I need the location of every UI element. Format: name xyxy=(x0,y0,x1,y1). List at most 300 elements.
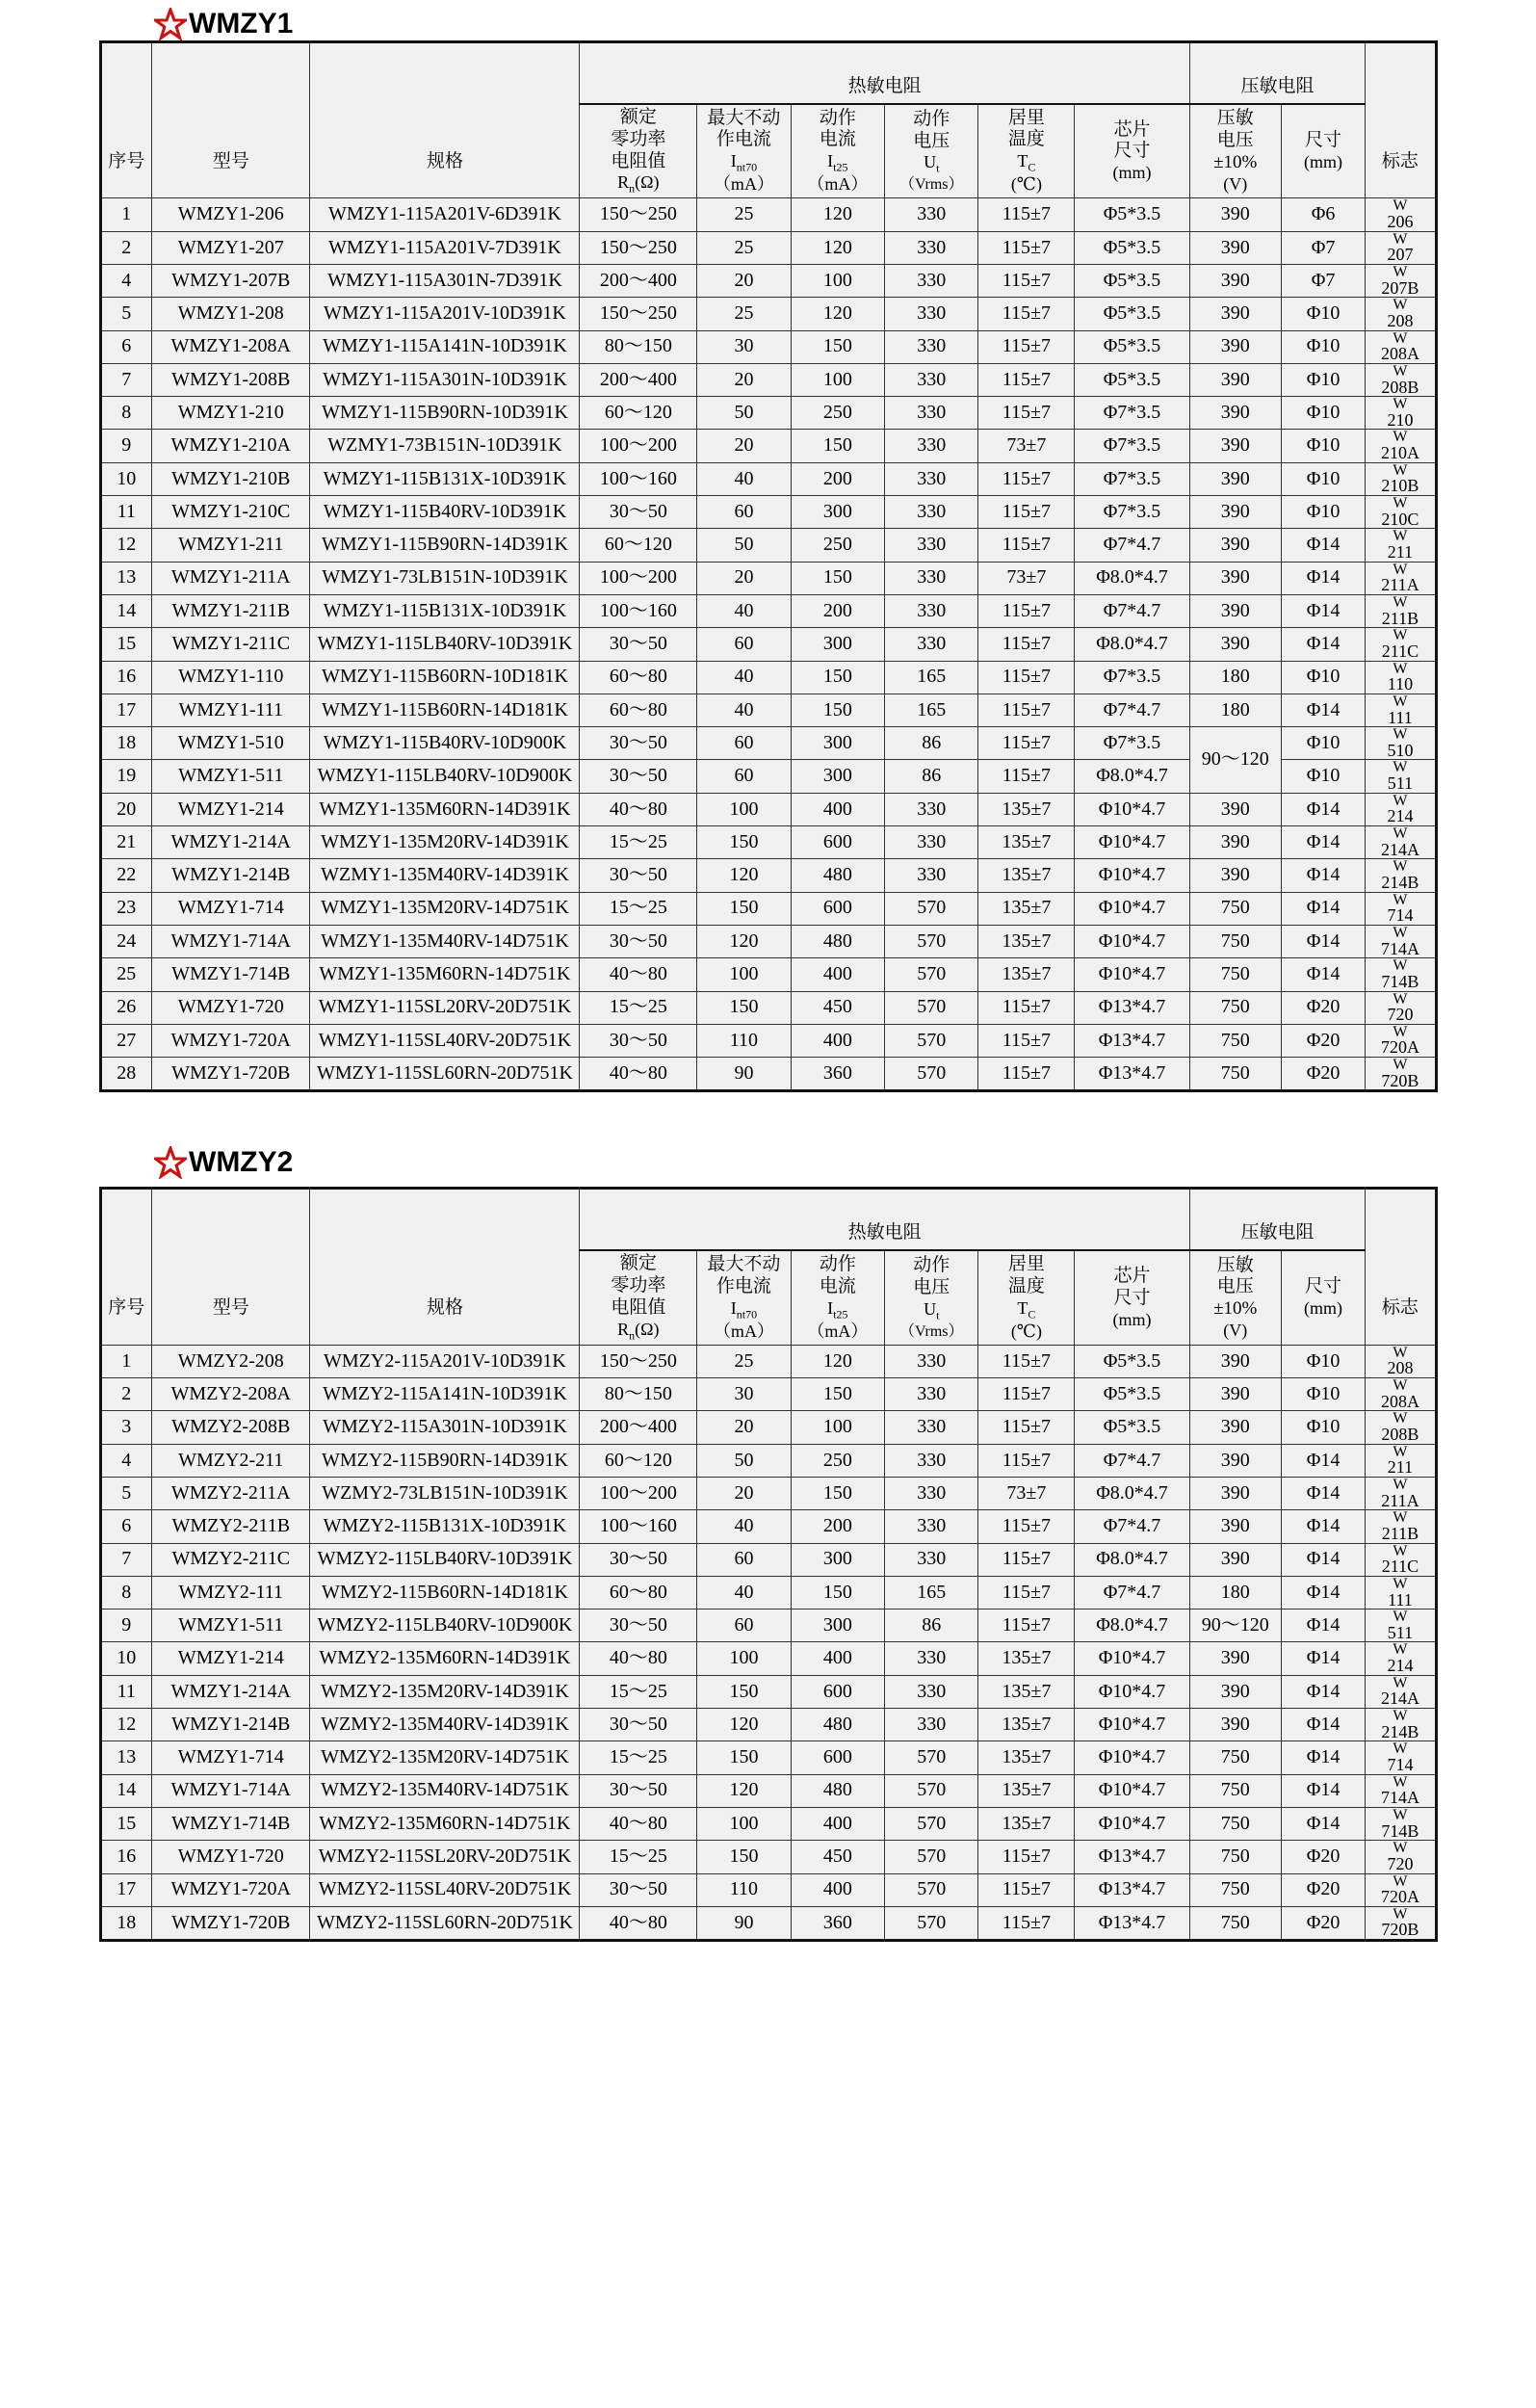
cell-chip-size: Φ13*4.7 xyxy=(1075,991,1189,1024)
col-header-varistor-voltage: 压敏 电压 ±10% (V) xyxy=(1189,104,1281,198)
cell-varistor-voltage: 390 xyxy=(1189,462,1281,495)
cell-spec: WMZY1-115B90RN-10D391K xyxy=(310,397,580,430)
cell-no: 4 xyxy=(100,264,152,297)
mark-code: 720B xyxy=(1381,1070,1419,1090)
table-row xyxy=(100,1610,1436,1642)
mark-prefix: W xyxy=(1393,1542,1408,1559)
cell-operating-current: 480 xyxy=(791,1709,884,1741)
cell-size: Φ14 xyxy=(1281,1642,1366,1675)
table-row xyxy=(100,694,1436,726)
cell-operating-current: 150 xyxy=(791,1576,884,1609)
cell-operating-current: 400 xyxy=(791,793,884,825)
cell-operating-voltage: 330 xyxy=(885,1642,978,1675)
table-wrapper-wmzy2 xyxy=(99,1187,1438,1942)
cell-curie-temperature: 115±7 xyxy=(978,529,1075,562)
cell-operating-current: 600 xyxy=(791,1741,884,1774)
cell-non-operating-current: 60 xyxy=(697,628,791,661)
cell-curie-temperature: 135±7 xyxy=(978,859,1075,892)
cell-mark xyxy=(1366,198,1436,231)
cell-rated-resistance: 100～160 xyxy=(580,462,697,495)
cell-non-operating-current: 40 xyxy=(697,462,791,495)
mark-prefix: W xyxy=(1393,891,1408,908)
cell-spec: WMZY2-115SL60RN-20D751K xyxy=(310,1906,580,1940)
cell-model: WMZY2-211A xyxy=(152,1477,310,1509)
cell-model: WMZY1-211B xyxy=(152,594,310,627)
cell-varistor-voltage: 390 xyxy=(1189,826,1281,859)
cell-curie-temperature: 115±7 xyxy=(978,694,1075,726)
cell-size: Φ14 xyxy=(1281,1477,1366,1509)
cell-chip-size: Φ7*3.5 xyxy=(1075,727,1189,760)
mark-prefix: W xyxy=(1393,660,1408,677)
cell-rated-resistance: 30～50 xyxy=(580,1873,697,1906)
cell-non-operating-current: 30 xyxy=(697,330,791,363)
cell-model: WMZY1-720B xyxy=(152,1906,310,1940)
cell-model: WMZY2-111 xyxy=(152,1576,310,1609)
cell-operating-current: 300 xyxy=(791,628,884,661)
cell-size: Φ20 xyxy=(1281,1873,1366,1906)
cell-spec: WMZY1-115B60RN-10D181K xyxy=(310,661,580,694)
cell-operating-current: 480 xyxy=(791,925,884,957)
cell-operating-voltage: 330 xyxy=(885,1477,978,1509)
mark-code: 210C xyxy=(1381,509,1419,529)
cell-size: Φ10 xyxy=(1281,496,1366,529)
cell-spec: WMZY1-115A201V-10D391K xyxy=(310,298,580,330)
table-wrapper-wmzy1 xyxy=(99,40,1438,1092)
cell-mark xyxy=(1366,694,1436,726)
cell-operating-current: 100 xyxy=(791,264,884,297)
cell-varistor-voltage: 750 xyxy=(1189,991,1281,1024)
cell-rated-resistance: 150～250 xyxy=(580,198,697,231)
cell-no: 10 xyxy=(100,462,152,495)
cell-varistor-voltage: 390 xyxy=(1189,1543,1281,1576)
cell-non-operating-current: 60 xyxy=(697,1543,791,1576)
cell-rated-resistance: 60～120 xyxy=(580,529,697,562)
cell-rated-resistance: 40～80 xyxy=(580,1058,697,1091)
table-row xyxy=(100,727,1436,760)
cell-mark xyxy=(1366,1906,1436,1940)
mark-code: 210B xyxy=(1381,476,1419,496)
cell-curie-temperature: 115±7 xyxy=(978,1841,1075,1873)
mark-prefix: W xyxy=(1393,1344,1408,1361)
cell-spec: WMZY2-115SL20RV-20D751K xyxy=(310,1841,580,1873)
cell-varistor-voltage: 390 xyxy=(1189,594,1281,627)
cell-no: 12 xyxy=(100,1709,152,1741)
cell-operating-current: 400 xyxy=(791,1024,884,1057)
mark-code: 208B xyxy=(1381,377,1419,397)
table-row xyxy=(100,1642,1436,1675)
cell-mark xyxy=(1366,562,1436,594)
cell-curie-temperature: 115±7 xyxy=(978,760,1075,793)
cell-no: 2 xyxy=(100,1378,152,1411)
mark-prefix: W xyxy=(1393,1741,1408,1758)
cell-rated-resistance: 40～80 xyxy=(580,1807,697,1840)
cell-size: Φ10 xyxy=(1281,363,1366,396)
cell-size: Φ14 xyxy=(1281,594,1366,627)
cell-mark xyxy=(1366,859,1436,892)
cell-rated-resistance: 80～150 xyxy=(580,1378,697,1411)
table-row xyxy=(100,363,1436,396)
cell-curie-temperature: 115±7 xyxy=(978,198,1075,231)
cell-varistor-voltage: 390 xyxy=(1189,628,1281,661)
mark-code: 214 xyxy=(1387,1656,1414,1676)
cell-no: 22 xyxy=(100,859,152,892)
cell-operating-voltage: 165 xyxy=(885,661,978,694)
mark-code: 210A xyxy=(1380,443,1419,463)
mark-prefix: W xyxy=(1393,329,1408,347)
cell-model: WMZY2-211B xyxy=(152,1510,310,1543)
cell-spec: WMZY1-115B131X-10D391K xyxy=(310,594,580,627)
cell-curie-temperature: 115±7 xyxy=(978,991,1075,1024)
cell-chip-size: Φ13*4.7 xyxy=(1075,1873,1189,1906)
cell-varistor-voltage: 750 xyxy=(1189,892,1281,925)
cell-operating-current: 300 xyxy=(791,1543,884,1576)
mark-code: 214B xyxy=(1381,872,1419,892)
section-heading-wmzy2 xyxy=(154,1117,1536,1179)
cell-operating-voltage: 330 xyxy=(885,330,978,363)
mark-prefix: W xyxy=(1393,429,1408,446)
cell-operating-voltage: 570 xyxy=(885,991,978,1024)
cell-operating-current: 200 xyxy=(791,1510,884,1543)
cell-varistor-voltage: 750 xyxy=(1189,958,1281,991)
cell-operating-current: 120 xyxy=(791,298,884,330)
mark-prefix: W xyxy=(1393,1377,1408,1395)
cell-varistor-voltage: 180 xyxy=(1189,694,1281,726)
table-row xyxy=(100,661,1436,694)
cell-model: WMZY1-211 xyxy=(152,529,310,562)
mark-prefix: W xyxy=(1393,528,1408,545)
cell-non-operating-current: 120 xyxy=(697,1774,791,1807)
cell-mark xyxy=(1366,462,1436,495)
cell-varistor-voltage: 180 xyxy=(1189,1576,1281,1609)
cell-operating-current: 150 xyxy=(791,694,884,726)
mark-prefix: W xyxy=(1393,957,1408,975)
cell-non-operating-current: 40 xyxy=(697,1510,791,1543)
cell-curie-temperature: 115±7 xyxy=(978,264,1075,297)
cell-spec: WMZY1-115B90RN-14D391K xyxy=(310,529,580,562)
cell-mark xyxy=(1366,1444,1436,1477)
table-row xyxy=(100,562,1436,594)
cell-curie-temperature: 73±7 xyxy=(978,430,1075,462)
cell-spec: WMZY1-135M60RN-14D391K xyxy=(310,793,580,825)
cell-no: 20 xyxy=(100,793,152,825)
cell-varistor-voltage: 390 xyxy=(1189,1411,1281,1444)
cell-no: 19 xyxy=(100,760,152,793)
cell-curie-temperature: 73±7 xyxy=(978,1477,1075,1509)
cell-non-operating-current: 150 xyxy=(697,826,791,859)
cell-mark xyxy=(1366,727,1436,760)
cell-operating-current: 360 xyxy=(791,1058,884,1091)
col-header-mark: 标志 xyxy=(1366,1189,1436,1345)
cell-varistor-voltage: 750 xyxy=(1189,1841,1281,1873)
cell-rated-resistance: 100～160 xyxy=(580,1510,697,1543)
mark-code: 714B xyxy=(1381,1820,1419,1841)
table-row xyxy=(100,1024,1436,1057)
cell-curie-temperature: 115±7 xyxy=(978,1510,1075,1543)
cell-non-operating-current: 50 xyxy=(697,529,791,562)
cell-operating-voltage: 165 xyxy=(885,1576,978,1609)
cell-operating-voltage: 570 xyxy=(885,892,978,925)
cell-no: 1 xyxy=(100,1345,152,1377)
cell-operating-current: 150 xyxy=(791,430,884,462)
cell-model: WMZY1-510 xyxy=(152,727,310,760)
cell-rated-resistance: 80～150 xyxy=(580,330,697,363)
cell-varistor-voltage: 390 xyxy=(1189,529,1281,562)
cell-rated-resistance: 150～250 xyxy=(580,298,697,330)
cell-operating-voltage: 330 xyxy=(885,793,978,825)
cell-operating-current: 200 xyxy=(791,462,884,495)
cell-non-operating-current: 120 xyxy=(697,925,791,957)
cell-size: Φ20 xyxy=(1281,1058,1366,1091)
cell-no: 12 xyxy=(100,529,152,562)
cell-varistor-voltage: 390 xyxy=(1189,496,1281,529)
cell-mark xyxy=(1366,1642,1436,1675)
table-row xyxy=(100,264,1436,297)
cell-size: Φ14 xyxy=(1281,1444,1366,1477)
cell-spec: WMZY1-73LB151N-10D391K xyxy=(310,562,580,594)
cell-size: Φ20 xyxy=(1281,1841,1366,1873)
cell-size: Φ14 xyxy=(1281,859,1366,892)
cell-no: 17 xyxy=(100,694,152,726)
cell-operating-voltage: 330 xyxy=(885,826,978,859)
cell-mark xyxy=(1366,1543,1436,1576)
cell-mark xyxy=(1366,363,1436,396)
table-row xyxy=(100,1841,1436,1873)
cell-non-operating-current: 100 xyxy=(697,1807,791,1840)
cell-operating-current: 600 xyxy=(791,892,884,925)
cell-mark xyxy=(1366,1807,1436,1840)
cell-varistor-voltage: 750 xyxy=(1189,1873,1281,1906)
cell-mark xyxy=(1366,1058,1436,1091)
cell-chip-size: Φ8.0*4.7 xyxy=(1075,1610,1189,1642)
cell-operating-voltage: 570 xyxy=(885,1841,978,1873)
mark-code: 207B xyxy=(1381,277,1419,298)
mark-prefix: W xyxy=(1393,197,1408,215)
table-body xyxy=(100,1345,1436,1940)
cell-curie-temperature: 135±7 xyxy=(978,925,1075,957)
cell-size: Φ10 xyxy=(1281,1411,1366,1444)
cell-spec: WMZY2-135M20RV-14D391K xyxy=(310,1675,580,1708)
cell-non-operating-current: 40 xyxy=(697,1576,791,1609)
cell-operating-current: 200 xyxy=(791,594,884,627)
cell-mark xyxy=(1366,1378,1436,1411)
cell-non-operating-current: 120 xyxy=(697,1709,791,1741)
cell-curie-temperature: 115±7 xyxy=(978,1058,1075,1091)
cell-chip-size: Φ5*3.5 xyxy=(1075,1378,1189,1411)
mark-prefix: W xyxy=(1393,726,1408,744)
cell-spec: WMZY1-115A201V-7D391K xyxy=(310,231,580,264)
table-row xyxy=(100,1807,1436,1840)
cell-model: WMZY1-714 xyxy=(152,892,310,925)
cell-mark xyxy=(1366,1741,1436,1774)
cell-operating-current: 250 xyxy=(791,1444,884,1477)
cell-no: 24 xyxy=(100,925,152,957)
cell-non-operating-current: 25 xyxy=(697,298,791,330)
cell-mark xyxy=(1366,793,1436,825)
cell-non-operating-current: 100 xyxy=(697,1642,791,1675)
cell-operating-voltage: 570 xyxy=(885,1024,978,1057)
cell-curie-temperature: 135±7 xyxy=(978,793,1075,825)
section-heading-wmzy1 xyxy=(154,0,1536,40)
mark-prefix: W xyxy=(1393,396,1408,413)
cell-size: Φ20 xyxy=(1281,1024,1366,1057)
cell-varistor-voltage: 750 xyxy=(1189,1807,1281,1840)
cell-size: Φ14 xyxy=(1281,1675,1366,1708)
cell-curie-temperature: 115±7 xyxy=(978,1543,1075,1576)
table-head xyxy=(100,1189,1436,1345)
cell-operating-current: 360 xyxy=(791,1906,884,1940)
cell-spec: WMZY2-115A141N-10D391K xyxy=(310,1378,580,1411)
col-header-size: 尺寸 (mm) xyxy=(1281,1250,1366,1345)
cell-size: Φ14 xyxy=(1281,1543,1366,1576)
mark-code: 110 xyxy=(1387,674,1414,694)
cell-model: WMZY1-720B xyxy=(152,1058,310,1091)
group-header-row xyxy=(100,1189,1436,1251)
mark-prefix: W xyxy=(1393,792,1408,809)
cell-no: 13 xyxy=(100,1741,152,1774)
cell-operating-voltage: 330 xyxy=(885,430,978,462)
col-header-tc: 居里 温度 $T_C$ (℃) xyxy=(978,1250,1075,1345)
cell-size: Φ14 xyxy=(1281,529,1366,562)
cell-mark xyxy=(1366,529,1436,562)
cell-model: WMZY1-214 xyxy=(152,1642,310,1675)
cell-size: Φ6 xyxy=(1281,198,1366,231)
table-row xyxy=(100,529,1436,562)
col-header-ut: 动作 电压 $U_t$ （Vrms） xyxy=(885,104,978,198)
table-row xyxy=(100,1378,1436,1411)
cell-no: 3 xyxy=(100,1411,152,1444)
mark-prefix: W xyxy=(1393,1806,1408,1823)
cell-curie-temperature: 115±7 xyxy=(978,628,1075,661)
col-header-size: 尺寸 (mm) xyxy=(1281,104,1366,198)
cell-no: 14 xyxy=(100,594,152,627)
cell-chip-size: Φ10*4.7 xyxy=(1075,826,1189,859)
cell-curie-temperature: 115±7 xyxy=(978,1873,1075,1906)
cell-varistor-voltage: 750 xyxy=(1189,925,1281,957)
cell-model: WMZY1-210C xyxy=(152,496,310,529)
cell-operating-voltage: 165 xyxy=(885,694,978,726)
cell-operating-current: 150 xyxy=(791,661,884,694)
cell-model: WMZY1-210 xyxy=(152,397,310,430)
cell-chip-size: Φ5*3.5 xyxy=(1075,264,1189,297)
cell-rated-resistance: 60～80 xyxy=(580,1576,697,1609)
cell-rated-resistance: 30～50 xyxy=(580,496,697,529)
table-body xyxy=(100,198,1436,1091)
cell-non-operating-current: 150 xyxy=(697,1841,791,1873)
cell-size: Φ14 xyxy=(1281,1807,1366,1840)
table-row xyxy=(100,892,1436,925)
table-head xyxy=(100,42,1436,198)
col-header-rn: 额定 零功率 电阻值 $R_n(\Omega)$ xyxy=(580,1250,697,1345)
cell-size: Φ14 xyxy=(1281,1510,1366,1543)
col-header-spec: 规格 xyxy=(310,1189,580,1345)
cell-operating-voltage: 86 xyxy=(885,727,978,760)
mark-code: 207 xyxy=(1387,245,1414,265)
cell-size: Φ10 xyxy=(1281,298,1366,330)
mark-code: 720B xyxy=(1381,1920,1419,1940)
cell-size: Φ7 xyxy=(1281,264,1366,297)
mark-code: 211B xyxy=(1381,1523,1419,1543)
cell-operating-voltage: 86 xyxy=(885,1610,978,1642)
cell-no: 13 xyxy=(100,562,152,594)
cell-chip-size: Φ10*4.7 xyxy=(1075,1807,1189,1840)
cell-rated-resistance: 100～200 xyxy=(580,562,697,594)
table-row xyxy=(100,397,1436,430)
cell-chip-size: Φ5*3.5 xyxy=(1075,198,1189,231)
cell-model: WMZY1-714B xyxy=(152,1807,310,1840)
cell-spec: WMZY1-115SL40RV-20D751K xyxy=(310,1024,580,1057)
cell-operating-current: 450 xyxy=(791,1841,884,1873)
cell-non-operating-current: 100 xyxy=(697,958,791,991)
cell-operating-voltage: 330 xyxy=(885,264,978,297)
cell-operating-current: 600 xyxy=(791,826,884,859)
table-row xyxy=(100,1873,1436,1906)
cell-rated-resistance: 100～200 xyxy=(580,430,697,462)
cell-operating-voltage: 330 xyxy=(885,1709,978,1741)
cell-rated-resistance: 60～120 xyxy=(580,397,697,430)
cell-non-operating-current: 90 xyxy=(697,1058,791,1091)
cell-curie-temperature: 115±7 xyxy=(978,298,1075,330)
cell-size: Φ14 xyxy=(1281,826,1366,859)
cell-varistor-voltage: 390 xyxy=(1189,198,1281,231)
cell-chip-size: Φ7*4.7 xyxy=(1075,694,1189,726)
cell-rated-resistance: 150～250 xyxy=(580,1345,697,1377)
cell-curie-temperature: 135±7 xyxy=(978,1709,1075,1741)
mark-prefix: W xyxy=(1393,362,1408,380)
table-row xyxy=(100,958,1436,991)
cell-no: 6 xyxy=(100,330,152,363)
cell-curie-temperature: 135±7 xyxy=(978,892,1075,925)
table-row xyxy=(100,859,1436,892)
cell-varistor-voltage: 390 xyxy=(1189,397,1281,430)
cell-spec: WZMY2-73LB151N-10D391K xyxy=(310,1477,580,1509)
cell-spec: WZMY1-135M40RV-14D391K xyxy=(310,859,580,892)
cell-operating-voltage: 570 xyxy=(885,1807,978,1840)
cell-operating-voltage: 330 xyxy=(885,1411,978,1444)
cell-no: 15 xyxy=(100,1807,152,1840)
cell-varistor-voltage: 390 xyxy=(1189,1642,1281,1675)
cell-spec: WMZY1-115A201V-6D391K xyxy=(310,198,580,231)
cell-chip-size: Φ5*3.5 xyxy=(1075,1345,1189,1377)
cell-mark xyxy=(1366,991,1436,1024)
col-header-it25: 动作 电流 $I_{t25}$ （mA） xyxy=(791,104,884,198)
cell-chip-size: Φ8.0*4.7 xyxy=(1075,760,1189,793)
cell-varistor-voltage: 390 xyxy=(1189,1510,1281,1543)
cell-curie-temperature: 135±7 xyxy=(978,1675,1075,1708)
cell-model: WMZY1-208A xyxy=(152,330,310,363)
cell-no: 9 xyxy=(100,1610,152,1642)
cell-non-operating-current: 50 xyxy=(697,397,791,430)
cell-operating-current: 150 xyxy=(791,562,884,594)
table-row xyxy=(100,925,1436,957)
cell-curie-temperature: 115±7 xyxy=(978,231,1075,264)
cell-chip-size: Φ7*4.7 xyxy=(1075,529,1189,562)
table-row xyxy=(100,628,1436,661)
cell-curie-temperature: 115±7 xyxy=(978,661,1075,694)
cell-operating-voltage: 330 xyxy=(885,562,978,594)
cell-model: WMZY1-511 xyxy=(152,1610,310,1642)
cell-non-operating-current: 40 xyxy=(697,694,791,726)
cell-spec: WMZY2-115SL40RV-20D751K xyxy=(310,1873,580,1906)
cell-operating-current: 300 xyxy=(791,1610,884,1642)
cell-mark xyxy=(1366,661,1436,694)
cell-varistor-voltage: 390 xyxy=(1189,1477,1281,1509)
group-header-row xyxy=(100,42,1436,105)
table-row xyxy=(100,1444,1436,1477)
cell-operating-current: 250 xyxy=(791,397,884,430)
cell-curie-temperature: 115±7 xyxy=(978,1411,1075,1444)
cell-rated-resistance: 30～50 xyxy=(580,1543,697,1576)
cell-curie-temperature: 115±7 xyxy=(978,496,1075,529)
